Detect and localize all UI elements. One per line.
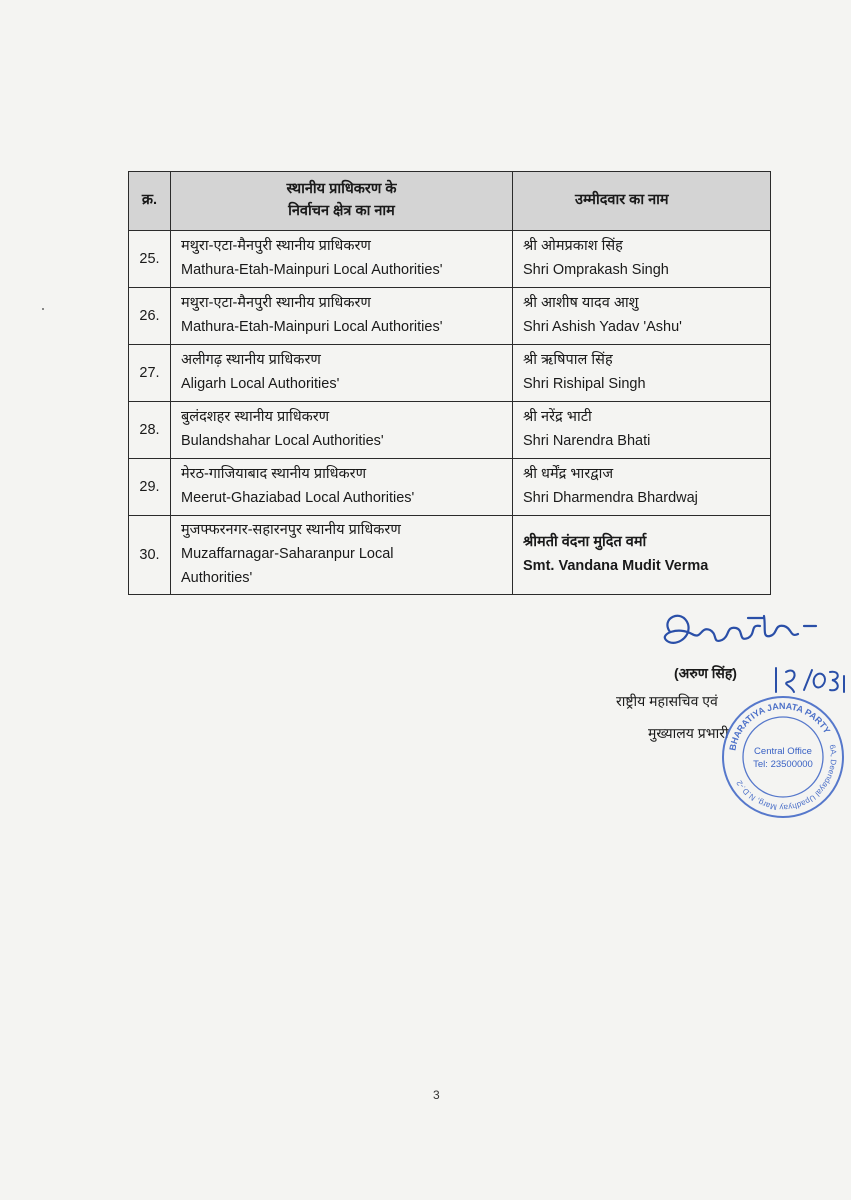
table-row <box>129 459 771 516</box>
constituency-english: Mathura-Etah-Mainpuri Local Authorities' <box>181 319 443 335</box>
header-candidate-name: उम्मीदवार का नाम <box>513 172 771 231</box>
svg-text:BHARATIYA JANATA PARTY: BHARATIYA JANATA PARTY <box>727 700 833 752</box>
table-row <box>129 516 771 595</box>
constituency-hindi: मेरठ-गाजियाबाद स्थानीय प्राधिकरण <box>181 466 367 483</box>
candidate-english: Shri Narendra Bhati <box>523 433 651 449</box>
header-constituency-line1: स्थानीय प्राधिकरण के <box>286 181 397 198</box>
serial-number: 27. <box>129 345 171 402</box>
constituency-english: Muzaffarnagar-Saharanpur Local <box>181 546 394 563</box>
candidate-cell <box>513 288 771 345</box>
constituency-cell <box>171 459 513 516</box>
handwritten-signature <box>652 604 832 664</box>
header-serial-number: क्र. <box>129 172 171 231</box>
signatory-name: (अरुण सिंह) <box>674 665 737 681</box>
candidate-cell <box>513 231 771 288</box>
candidate-cell <box>513 459 771 516</box>
constituency-english: Mathura-Etah-Mainpuri Local Authorities' <box>181 262 443 278</box>
candidate-english: Shri Omprakash Singh <box>523 262 669 278</box>
constituency-hindi: मथुरा-एटा-मैनपुरी स्थानीय प्राधिकरण <box>181 238 371 255</box>
constituency-english-continued: Authorities' <box>181 569 253 586</box>
table-row <box>129 402 771 459</box>
constituency-hindi: मुजफ्फरनगर-सहारनपुर स्थानीय प्राधिकरण <box>181 522 401 539</box>
constituency-cell <box>171 516 513 595</box>
party-office-stamp <box>718 692 848 822</box>
scan-speck <box>42 308 44 310</box>
serial-number: 26. <box>129 288 171 345</box>
candidate-english: Smt. Vandana Mudit Verma <box>523 558 709 574</box>
constituency-cell <box>171 402 513 459</box>
table-row <box>129 231 771 288</box>
candidate-cell <box>513 345 771 402</box>
candidate-hindi: श्री ओमप्रकाश सिंह <box>523 238 623 255</box>
constituency-hindi: मथुरा-एटा-मैनपुरी स्थानीय प्राधिकरण <box>181 295 371 312</box>
constituency-english: Meerut-Ghaziabad Local Authorities' <box>181 490 415 506</box>
constituency-hindi: बुलंदशहर स्थानीय प्राधिकरण <box>181 409 330 426</box>
candidate-hindi: श्रीमती वंदना मुदित वर्मा <box>523 534 647 551</box>
signatory-office: मुख्यालय प्रभारी <box>648 725 729 741</box>
header-constituency <box>171 172 513 231</box>
candidate-hindi: श्री आशीष यादव आशु <box>523 295 639 312</box>
serial-number: 28. <box>129 402 171 459</box>
header-constituency-line2: निर्वाचन क्षेत्र का नाम <box>288 203 395 219</box>
candidate-hindi: श्री ऋषिपाल सिंह <box>523 352 613 369</box>
signature-block <box>600 600 851 830</box>
candidates-table <box>128 171 771 595</box>
candidate-english: Shri Ashish Yadav 'Ashu' <box>523 319 682 335</box>
candidate-english: Shri Rishipal Singh <box>523 376 646 392</box>
candidate-hindi: श्री धर्मेंद्र भारद्वाज <box>523 466 614 483</box>
signatory-designation: राष्ट्रीय महासचिव एवं <box>616 693 718 709</box>
constituency-cell <box>171 231 513 288</box>
serial-number: 30. <box>129 516 171 595</box>
table-header-row <box>129 172 771 231</box>
candidate-cell <box>513 402 771 459</box>
svg-text:Tel: 23500000: Tel: 23500000 <box>753 759 813 770</box>
constituency-cell <box>171 345 513 402</box>
page-number: 3 <box>433 1088 440 1102</box>
serial-number: 29. <box>129 459 171 516</box>
table-row <box>129 345 771 402</box>
svg-text:6A, Deendayal Upadhyay Marg, N: 6A, Deendayal Upadhyay Marg, N.D.-2 <box>734 743 839 813</box>
candidate-english: Shri Dharmendra Bhardwaj <box>523 490 698 506</box>
table-row <box>129 288 771 345</box>
constituency-english: Bulandshahar Local Authorities' <box>181 433 384 449</box>
candidate-cell <box>513 516 771 595</box>
constituency-cell <box>171 288 513 345</box>
serial-number: 25. <box>129 231 171 288</box>
svg-text:Central Office: Central Office <box>754 746 812 757</box>
candidate-hindi: श्री नरेंद्र भाटी <box>523 409 592 426</box>
constituency-hindi: अलीगढ़ स्थानीय प्राधिकरण <box>181 352 321 369</box>
constituency-english: Aligarh Local Authorities' <box>181 376 340 392</box>
